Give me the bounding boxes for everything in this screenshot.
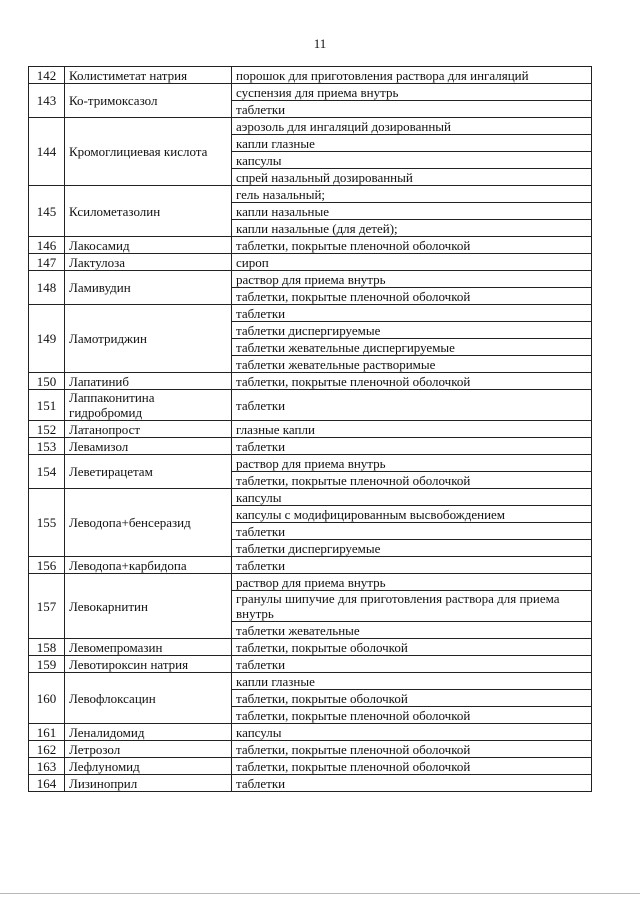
- dosage-form-cell: таблетки жевательные диспергируемые: [232, 339, 592, 356]
- dosage-form-cell: суспензия для приема внутрь: [232, 84, 592, 101]
- row-number-cell: 162: [29, 741, 65, 758]
- table-row: [29, 186, 592, 203]
- table-row: [29, 84, 592, 101]
- dosage-form-cell: таблетки, покрытые пленочной оболочкой: [232, 758, 592, 775]
- dosage-form-cell: капсулы с модифицированным высвобождением: [232, 506, 592, 523]
- drug-table: [28, 66, 592, 792]
- table-row: [29, 724, 592, 741]
- dosage-form-cell: таблетки жевательные: [232, 622, 592, 639]
- table-row: [29, 421, 592, 438]
- drug-name-cell: Лаппаконитина гидробромид: [65, 390, 232, 421]
- drug-name-cell: Летрозол: [65, 741, 232, 758]
- dosage-form-cell: таблетки, покрытые оболочкой: [232, 639, 592, 656]
- dosage-form-cell: таблетки: [232, 438, 592, 455]
- dosage-form-cell: сироп: [232, 254, 592, 271]
- table-row: [29, 271, 592, 288]
- row-number-cell: 142: [29, 67, 65, 84]
- row-number-cell: 164: [29, 775, 65, 792]
- row-number-cell: 149: [29, 305, 65, 373]
- dosage-form-cell: таблетки, покрытые пленочной оболочкой: [232, 237, 592, 254]
- dosage-form-cell: таблетки: [232, 656, 592, 673]
- dosage-form-cell: таблетки жевательные растворимые: [232, 356, 592, 373]
- row-number-cell: 158: [29, 639, 65, 656]
- dosage-form-cell: раствор для приема внутрь: [232, 455, 592, 472]
- drug-name-cell: Кромоглициевая кислота: [65, 118, 232, 186]
- dosage-form-cell: спрей назальный дозированный: [232, 169, 592, 186]
- row-number-cell: 148: [29, 271, 65, 305]
- dosage-form-cell: таблетки, покрытые пленочной оболочкой: [232, 373, 592, 390]
- dosage-form-cell: таблетки: [232, 523, 592, 540]
- row-number-cell: 163: [29, 758, 65, 775]
- dosage-form-cell: таблетки, покрытые пленочной оболочкой: [232, 707, 592, 724]
- table-row: [29, 639, 592, 656]
- drug-name-cell: Лефлуномид: [65, 758, 232, 775]
- row-number-cell: 155: [29, 489, 65, 557]
- dosage-form-cell: капсулы: [232, 152, 592, 169]
- table-row: [29, 574, 592, 591]
- row-number-cell: 151: [29, 390, 65, 421]
- dosage-form-cell: таблетки: [232, 557, 592, 574]
- table-row: [29, 656, 592, 673]
- drug-name-cell: Леналидомид: [65, 724, 232, 741]
- table-row: [29, 254, 592, 271]
- page-number: 11: [313, 36, 327, 51]
- dosage-form-cell: капсулы: [232, 724, 592, 741]
- row-number-cell: 147: [29, 254, 65, 271]
- table-row: [29, 489, 592, 506]
- drug-name-cell: Левокарнитин: [65, 574, 232, 639]
- dosage-form-cell: аэрозоль для ингаляций дозированный: [232, 118, 592, 135]
- table-row: [29, 673, 592, 690]
- dosage-form-cell: таблетки диспергируемые: [232, 540, 592, 557]
- dosage-form-cell: раствор для приема внутрь: [232, 271, 592, 288]
- bottom-rule: [0, 893, 640, 894]
- dosage-form-cell: таблетки диспергируемые: [232, 322, 592, 339]
- dosage-form-cell: таблетки, покрытые оболочкой: [232, 690, 592, 707]
- row-number-cell: 159: [29, 656, 65, 673]
- dosage-form-cell: таблетки, покрытые пленочной оболочкой: [232, 741, 592, 758]
- dosage-form-cell: глазные капли: [232, 421, 592, 438]
- drug-name-cell: Левотироксин натрия: [65, 656, 232, 673]
- dosage-form-cell: таблетки: [232, 305, 592, 322]
- table-body: [29, 67, 592, 792]
- table-row: [29, 390, 592, 421]
- dosage-form-cell: капли глазные: [232, 135, 592, 152]
- row-number-cell: 154: [29, 455, 65, 489]
- drug-name-cell: Ламивудин: [65, 271, 232, 305]
- table-row: [29, 373, 592, 390]
- dosage-form-cell: раствор для приема внутрь: [232, 574, 592, 591]
- drug-name-cell: Колистиметат натрия: [65, 67, 232, 84]
- drug-name-cell: Леводопа+бенсеразид: [65, 489, 232, 557]
- drug-name-cell: Лизиноприл: [65, 775, 232, 792]
- drug-name-cell: Леветирацетам: [65, 455, 232, 489]
- table-row: [29, 305, 592, 322]
- drug-name-cell: Латанопрост: [65, 421, 232, 438]
- dosage-form-cell: капсулы: [232, 489, 592, 506]
- dosage-form-cell: капли назальные (для детей);: [232, 220, 592, 237]
- row-number-cell: 144: [29, 118, 65, 186]
- table-row: [29, 741, 592, 758]
- row-number-cell: 146: [29, 237, 65, 254]
- dosage-form-cell: порошок для приготовления раствора для ингаляций: [232, 67, 592, 84]
- row-number-cell: 156: [29, 557, 65, 574]
- drug-name-cell: Лакосамид: [65, 237, 232, 254]
- drug-name-cell: Ламотриджин: [65, 305, 232, 373]
- dosage-form-cell: таблетки, покрытые пленочной оболочкой: [232, 472, 592, 489]
- row-number-cell: 153: [29, 438, 65, 455]
- dosage-form-cell: капли глазные: [232, 673, 592, 690]
- table-row: [29, 67, 592, 84]
- row-number-cell: 145: [29, 186, 65, 237]
- row-number-cell: 152: [29, 421, 65, 438]
- drug-name-cell: Левамизол: [65, 438, 232, 455]
- dosage-form-cell: таблетки: [232, 775, 592, 792]
- drug-name-cell: Левофлоксацин: [65, 673, 232, 724]
- dosage-form-cell: таблетки: [232, 101, 592, 118]
- table-row: [29, 118, 592, 135]
- dosage-form-cell: таблетки, покрытые пленочной оболочкой: [232, 288, 592, 305]
- table-row: [29, 557, 592, 574]
- row-number-cell: 160: [29, 673, 65, 724]
- table-row: [29, 775, 592, 792]
- table-row: [29, 758, 592, 775]
- drug-name-cell: Левомепромазин: [65, 639, 232, 656]
- row-number-cell: 150: [29, 373, 65, 390]
- table-row: [29, 438, 592, 455]
- row-number-cell: 143: [29, 84, 65, 118]
- dosage-form-cell: капли назальные: [232, 203, 592, 220]
- drug-name-cell: Леводопа+карбидопа: [65, 557, 232, 574]
- table-row: [29, 237, 592, 254]
- dosage-form-cell: гель назальный;: [232, 186, 592, 203]
- dosage-form-cell: гранулы шипучие для приготовления раствора для приема внутрь: [232, 591, 592, 622]
- dosage-form-cell: таблетки: [232, 390, 592, 421]
- table-row: [29, 455, 592, 472]
- drug-name-cell: Лапатиниб: [65, 373, 232, 390]
- row-number-cell: 161: [29, 724, 65, 741]
- drug-name-cell: Ко-тримоксазол: [65, 84, 232, 118]
- row-number-cell: 157: [29, 574, 65, 639]
- drug-name-cell: Ксилометазолин: [65, 186, 232, 237]
- drug-name-cell: Лактулоза: [65, 254, 232, 271]
